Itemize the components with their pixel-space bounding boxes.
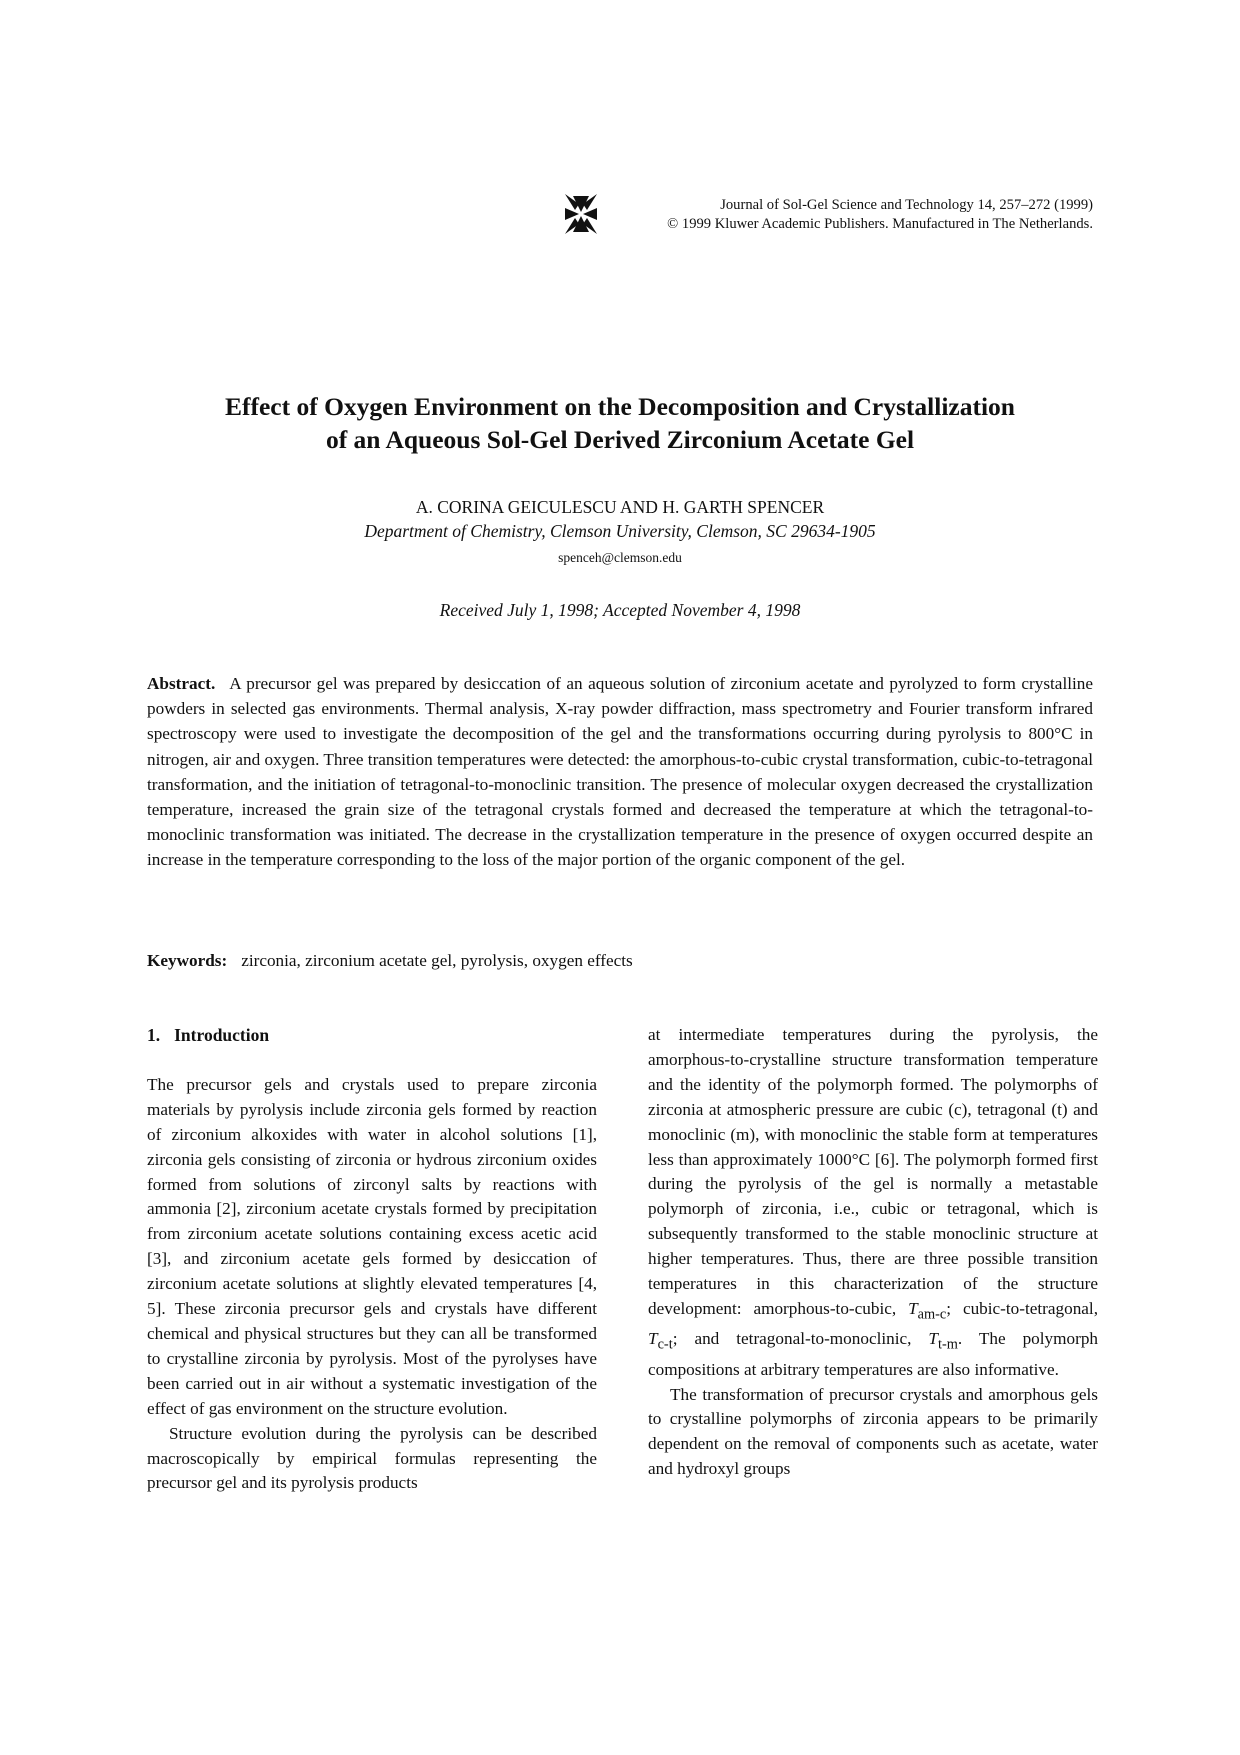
section-title: Introduction xyxy=(174,1025,270,1045)
title-line-2: of an Aqueous Sol-Gel Derived Zirconium Acetate Gel xyxy=(325,425,915,454)
left-column xyxy=(147,1023,597,1496)
intro-paragraph-3: The transformation of precursor crystals and amorphous gels to crystalline polymorphs of zirconia appears to be primarily dependent on the removal of components such as acetate, water and hydroxyl groups xyxy=(648,1384,1098,1479)
right-column xyxy=(648,1023,1098,1482)
article-title xyxy=(130,390,1110,456)
text-run: ; cubic-to-tetragonal, xyxy=(946,1298,1099,1318)
section-number: 1. xyxy=(147,1025,161,1045)
abstract-text: A precursor gel was prepared by desiccation of an aqueous solution of zirconium acetate and pyrolyzed to form crystalline powders in selected gas environments. Thermal analysis, X-ray powder diffraction, mass spectrometry and Fourier transform infrared spectroscopy were used to investigate the decomposition of the gel and the transformations occurring during pyrolysis to 800°C in nitrogen, air and oxygen. Three transition temperatures were detected: the amorphous-to-cubic crystal transformation, cubic-to-tetragonal transformation, and the initiation of tetragonal-to-monoclinic transition. The presence of molecular oxygen decreased the crystallization temperature, increased the grain size of the tetragonal crystals formed and decreased the temperature at which the tetragonal-to-monoclinic transformation was initiated. The decrease in the crystallization temperature in the presence of oxygen occurred despite an increase in the temperature corresponding to the loss of the major portion of the organic component of the gel. xyxy=(147,674,1093,870)
text-run: ; and tetragonal-to-monoclinic, xyxy=(672,1329,929,1349)
text-run: . The polymorph compositions at arbitrary temperatures are also informative. xyxy=(648,1329,1099,1379)
subscript-c-t: c-t xyxy=(657,1336,673,1353)
intro-paragraph-2: Structure evolution during the pyrolysis can be described macroscopically by empirical formulas representing the precursor gel and its pyrolysis products xyxy=(147,1423,597,1493)
symbol-t: T xyxy=(908,1298,918,1318)
intro-paragraph-1: The precursor gels and crystals used to prepare zirconia materials by pyrolysis include zirconia gels formed by reaction of zirconium alkoxides with water in alcohol solutions [1], zirconia gels consisting of zirconia or hydrous zirconium oxides formed from solutions of zirconyl salts by reactions with ammonia [2], zirconium acetate crystals formed by precipitation from zirconium acetate solutions containing excess acetic acid [3], and zirconium acetate gels formed by desiccation of zirconium acetate solutions at slightly elevated temperatures [4, 5]. These zirconia precursor gels and crystals have different chemical and physical structures but they can all be transformed to crystalline zirconia by pyrolysis. Most of the pyrolyses have been carried out in air without a systematic investigation of the effect of gas environment on the structure evolution. xyxy=(147,1074,597,1418)
text-run: at intermediate temperatures during the pyrolysis, the amorphous-to-crystalline structure transformation temperature and the identity of the polymorph formed. The polymorphs of zirconia at atmospheric pressure are cubic (c), tetragonal (t) and monoclinic (m), with monoclinic the stable form at temperatures less than approximately 1000°C [6]. The polymorph formed first during the pyrolysis of the gel is normally a metastable polymorph of zirconia, i.e., cubic or tetragonal, which is subsequently transformed to the stable monoclinic structure at higher temperatures. Thus, there are three possible transition temperatures in this characterization of the structure development: amorphous-to-cubic, xyxy=(648,1025,1098,1318)
affiliation: Department of Chemistry, Clemson University, Clemson, SC 29634-1905 xyxy=(364,521,876,541)
symbol-t: T xyxy=(928,1329,938,1349)
section-heading-introduction xyxy=(147,1023,597,1048)
received-dates: Received July 1, 1998; Accepted November 4, 1998 xyxy=(439,600,801,620)
intro-paragraph-2-continued xyxy=(648,1023,1098,1383)
abstract xyxy=(147,671,1093,873)
author-email: spenceh@clemson.edu xyxy=(558,550,682,565)
keywords-label: Keywords: xyxy=(147,951,228,970)
journal-header xyxy=(533,196,1093,234)
subscript-am-c: am-c xyxy=(917,1306,947,1323)
keywords-text: zirconia, zirconium acetate gel, pyrolysis, oxygen effects xyxy=(241,951,633,970)
title-line-1: Effect of Oxygen Environment on the Decomposition and Crystallization xyxy=(224,392,1015,421)
keywords xyxy=(147,948,1093,973)
journal-citation: Journal of Sol-Gel Science and Technology 14, 257–272 (1999) xyxy=(720,197,1093,213)
copyright-line: © 1999 Kluwer Academic Publishers. Manufactured in The Netherlands. xyxy=(667,216,1093,232)
abstract-label: Abstract. xyxy=(147,674,216,693)
author-list: A. CORINA GEICULESCU AND H. GARTH SPENCER xyxy=(415,497,825,517)
symbol-t: T xyxy=(648,1329,658,1349)
subscript-t-m: t-m xyxy=(937,1336,958,1353)
